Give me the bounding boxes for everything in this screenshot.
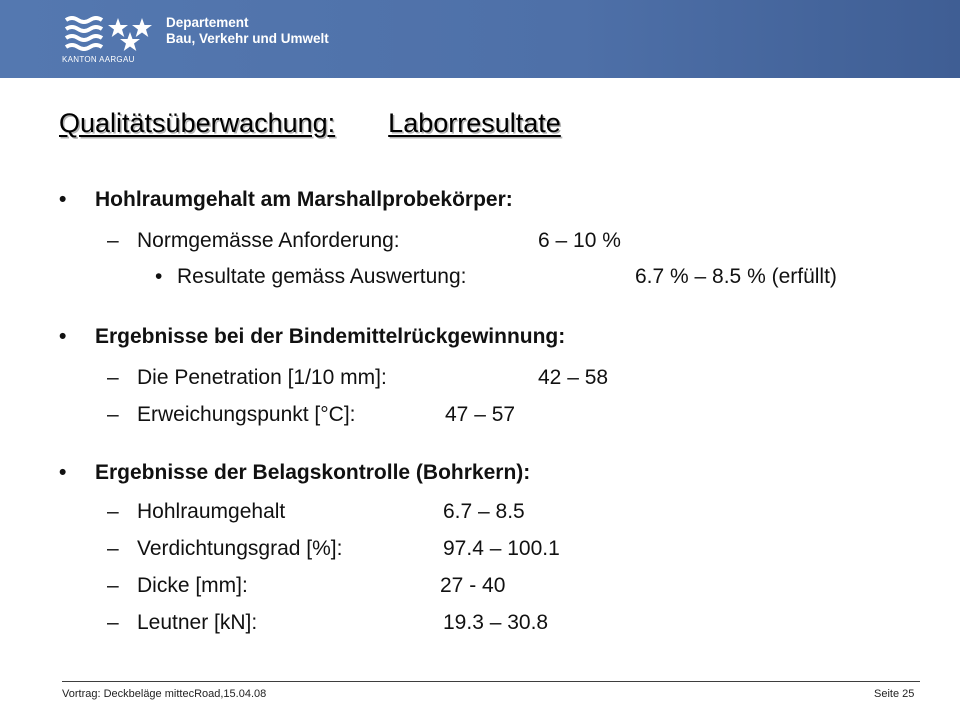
item-label: Resultate gemäss Auswertung:	[177, 265, 467, 288]
dash-icon: –	[107, 500, 119, 523]
item-value: 47 – 57	[445, 403, 516, 426]
department-line-2: Bau, Verkehr und Umwelt	[166, 31, 329, 46]
item-value: 27 - 40	[440, 574, 506, 597]
item-label: Hohlraumgehalt	[137, 500, 286, 523]
item-value: 42 – 58	[538, 366, 609, 389]
item-value: 6.7 – 8.5	[443, 500, 525, 523]
dash-icon: –	[107, 537, 119, 560]
department-line-1: Departement	[166, 15, 249, 30]
kanton-aargau-logo	[62, 14, 162, 66]
bullet-icon: •	[59, 325, 67, 348]
footer-presentation-info: Vortrag: Deckbeläge mittecRoad,15.04.08	[62, 688, 267, 700]
item-value: 6.7 % – 8.5 % (erfüllt)	[635, 265, 837, 288]
footer-divider	[62, 681, 920, 682]
dash-icon: –	[107, 574, 119, 597]
section-3-heading: Ergebnisse der Belagskontrolle (Bohrkern):	[95, 461, 531, 484]
dash-icon: –	[107, 611, 119, 634]
item-label: Verdichtungsgrad [%]:	[137, 537, 343, 560]
page-label: Seite	[874, 688, 900, 700]
page-number: 25	[902, 688, 915, 700]
item-value: 6 – 10 %	[538, 229, 621, 252]
bullet-icon: •	[59, 188, 67, 211]
item-label: Normgemässe Anforderung:	[137, 229, 400, 252]
logo-text: KANTON AARGAU	[62, 55, 135, 64]
item-label: Leutner [kN]:	[137, 611, 258, 634]
header-bar	[0, 0, 960, 78]
section-2-heading: Ergebnisse bei der Bindemittelrückgewinnung:	[95, 325, 566, 348]
item-value: 97.4 – 100.1	[443, 537, 560, 560]
title-part-1: Qualitätsüberwachung:	[59, 108, 336, 138]
footer-page-number	[874, 688, 914, 700]
dash-icon: –	[107, 403, 119, 426]
item-label: Erweichungspunkt [°C]:	[137, 403, 356, 426]
department-name	[166, 15, 329, 47]
title-part-2: Laborresultate	[388, 108, 561, 138]
item-label: Die Penetration [1/10 mm]:	[137, 366, 387, 389]
bullet-icon: •	[59, 461, 67, 484]
bullet-icon: •	[155, 265, 163, 288]
section-1-heading: Hohlraumgehalt am Marshallprobekörper:	[95, 188, 513, 211]
item-value: 19.3 – 30.8	[443, 611, 549, 634]
item-label: Dicke [mm]:	[137, 574, 248, 597]
slide-title	[59, 108, 561, 139]
dash-icon: –	[107, 229, 119, 252]
dash-icon: –	[107, 366, 119, 389]
